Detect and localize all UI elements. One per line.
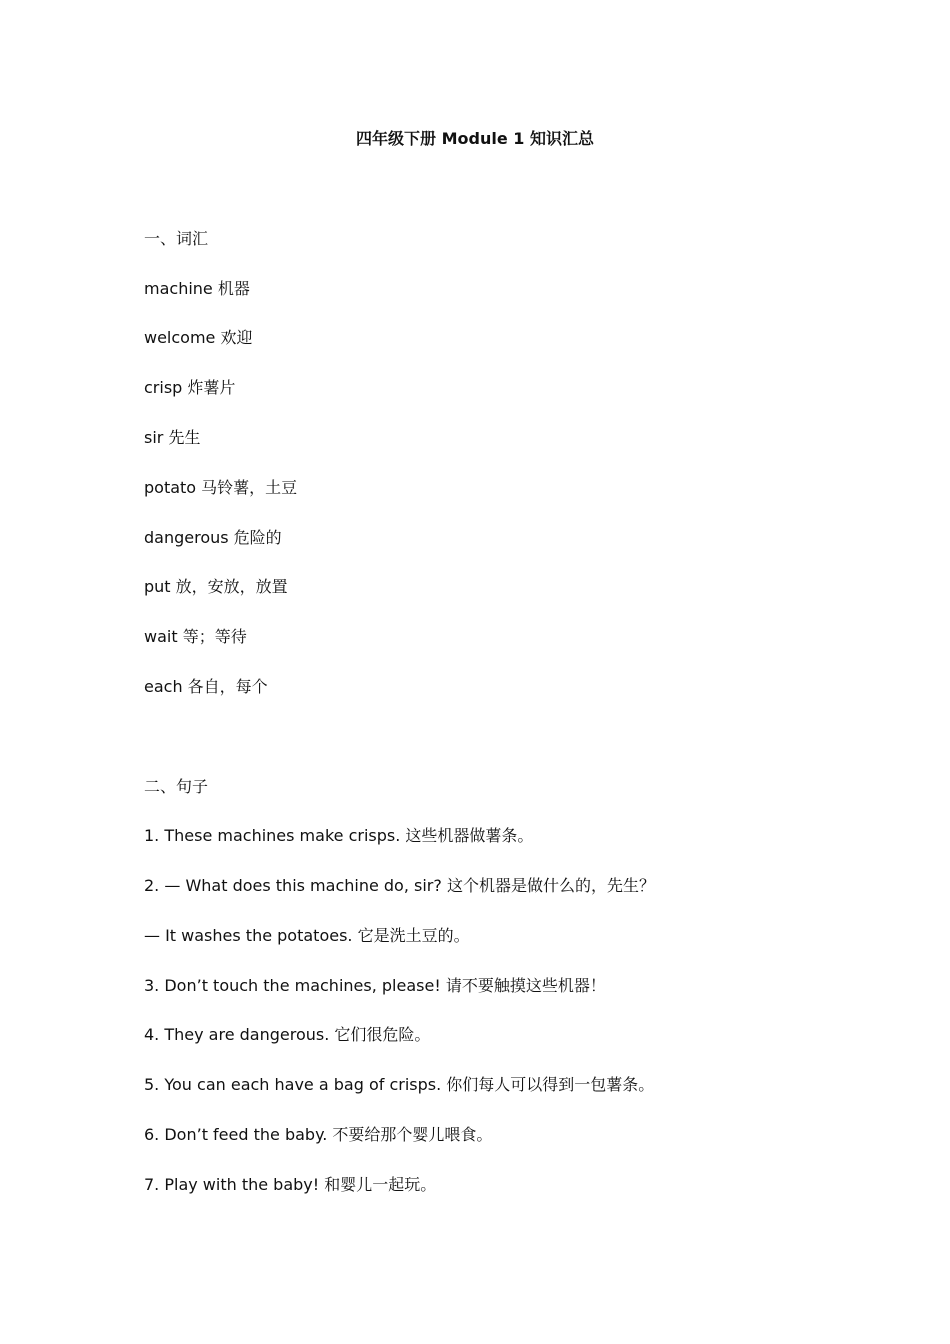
sentence-item: 3. Don’t touch the machines, please! 请不要触摸这些机器！: [144, 976, 606, 995]
document-title: 四年级下册 Module 1 知识汇总: [356, 129, 594, 148]
vocab-item: potato 马铃薯，土豆: [144, 478, 298, 497]
sentence-item: 5. You can each have a bag of crisps. 你们每人可以得到一包薯条。: [144, 1075, 655, 1094]
sentence-item: 6. Don’t feed the baby. 不要给那个婴儿喂食。: [144, 1125, 493, 1144]
sentence-item: 4. They are dangerous. 它们很危险。: [144, 1025, 431, 1044]
section-heading-vocabulary: 一、词汇: [144, 229, 209, 248]
sentence-item: 1. These machines make crisps. 这些机器做薯条。: [144, 826, 534, 845]
sentence-item: 7. Play with the baby! 和婴儿一起玩。: [144, 1175, 437, 1194]
vocab-item: dangerous 危险的: [144, 528, 282, 547]
section-heading-sentences: 二、句子: [144, 777, 209, 796]
sentence-item: — It washes the potatoes. 它是洗土豆的。: [144, 926, 470, 945]
vocab-item: put 放，安放，放置: [144, 577, 288, 596]
vocab-item: sir 先生: [144, 428, 201, 447]
vocab-item: wait 等；等待: [144, 627, 247, 646]
vocab-item: machine 机器: [144, 279, 250, 298]
vocab-item: welcome 欢迎: [144, 328, 253, 347]
vocab-item: crisp 炸薯片: [144, 378, 236, 397]
vocab-item: each 各自，每个: [144, 677, 268, 696]
sentence-item: 2. — What does this machine do, sir? 这个机器是做什么的，先生？: [144, 876, 655, 895]
